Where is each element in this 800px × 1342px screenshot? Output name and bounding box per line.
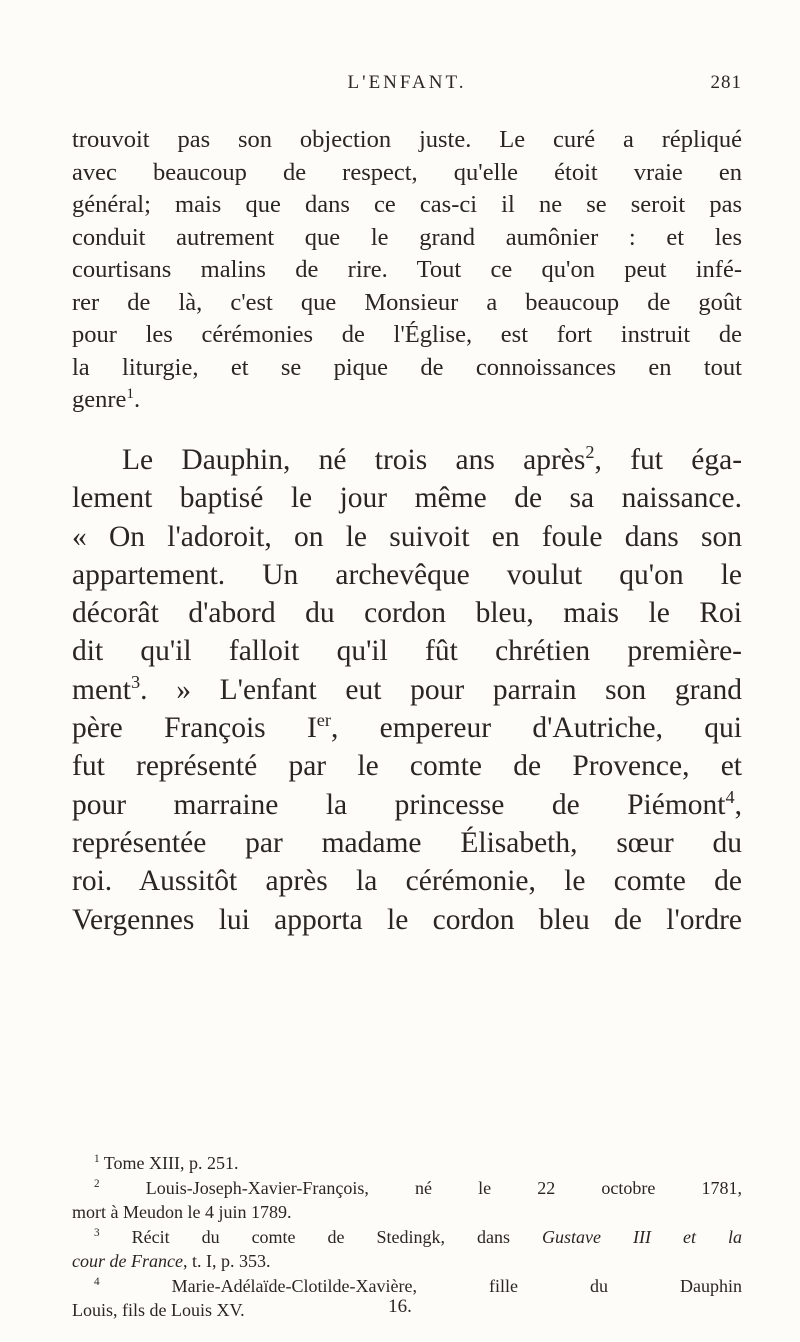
footnote-4: [72, 1274, 742, 1299]
footnote-ref: 1: [126, 384, 135, 402]
text-line: « On l'adoroit, on le suivoit en foule dans son: [72, 520, 742, 553]
text-line: conduit autrement que le grand aumônier : et les: [72, 223, 742, 251]
paragraph-continued: [72, 124, 742, 417]
text-fragment: , fut éga-: [594, 444, 742, 476]
text-line: [72, 441, 742, 479]
footnote-title-italic: Gustave III et la: [542, 1226, 742, 1247]
text-line: représentée par madame Élisabeth, sœur du: [72, 826, 742, 859]
text-line: fut représenté par le comte de Provence, et: [72, 750, 742, 783]
text-line: pour les cérémonies de l'Église, est fort instruit de: [72, 321, 742, 348]
text-fragment: , empereur d'Autriche, qui: [331, 712, 742, 745]
text-fragment: . » L'enfant eut pour parrain son grand: [140, 673, 742, 706]
text-fragment: pour marraine la princesse de Piémont: [72, 788, 726, 821]
paragraph-dauphin: [72, 441, 742, 939]
page-number: 281: [710, 72, 742, 93]
text-line: Vergennes lui apporta le cordon bleu de l'ordre: [72, 903, 742, 936]
text-line: [72, 671, 742, 709]
footnote-ref: 2: [585, 442, 595, 463]
footnote-title-italic: cour de France: [72, 1251, 183, 1271]
text-fragment: .: [134, 386, 141, 413]
footnote-text: Marie-Adélaïde-Clotilde-Xavière, fille du Dauphin: [171, 1275, 742, 1296]
text-line: [72, 384, 742, 417]
text-line: lement baptisé le jour même de sa naissance.: [72, 482, 742, 515]
text-line: [72, 709, 742, 747]
text-line: rer de là, c'est que Monsieur a beaucoup de goût: [72, 288, 742, 316]
running-head: [72, 72, 742, 102]
text-line: décorât d'abord du cordon bleu, mais le Roi: [72, 597, 742, 630]
footnote-number: 1: [94, 1153, 100, 1165]
footnote-3: [72, 1225, 742, 1250]
footnote-number: 2: [94, 1177, 100, 1190]
footnote-number: 3: [94, 1226, 100, 1239]
footnote-4-continued: Louis, fils de Louis XV.: [72, 1300, 245, 1320]
text-line: avec beaucoup de respect, qu'elle étoit vraie en: [72, 158, 742, 186]
footnote-1: [72, 1151, 742, 1176]
footnote-number: 4: [94, 1275, 100, 1288]
text-line: général; mais que dans ce cas-ci il ne se seroit pas: [72, 191, 742, 218]
text-line: la liturgie, et se pique de connoissances en tout: [72, 353, 742, 381]
footnote-ref: 3: [131, 671, 141, 692]
footnote-text: , t. I, p. 353.: [182, 1251, 271, 1271]
text-fragment: ment: [72, 673, 131, 706]
text-fragment: ,: [734, 788, 742, 821]
text-fragment: Le Dauphin, né trois ans après: [122, 444, 586, 476]
footnote-3-continued: [72, 1249, 742, 1274]
footnote-ref: 4: [725, 786, 735, 807]
text-line: roi. Aussitôt après la cérémonie, le comte de: [72, 865, 742, 898]
signature-mark: 16.: [388, 1296, 412, 1317]
footnote-2: [72, 1176, 742, 1201]
footnote-text: Récit du comte de Stedingk, dans: [131, 1226, 511, 1247]
footnote-text: Louis-Joseph-Xavier-François, né le 22 octobre 1781,: [145, 1177, 742, 1198]
ordinal-superscript: er: [316, 710, 331, 731]
text-line: appartement. Un archevêque voulut qu'on le: [72, 558, 742, 591]
footnote-2-continued: mort à Meudon le 4 juin 1789.: [72, 1202, 292, 1222]
text-line: courtisans malins de rire. Tout ce qu'on peut infé-: [72, 256, 742, 283]
text-line: trouvoit pas son objection juste. Le curé a répliqué: [72, 126, 742, 153]
text-line: [72, 786, 742, 824]
footnote-text: Tome XIII, p. 251.: [103, 1153, 239, 1173]
text-line: dit qu'il falloit qu'il fût chrétien première-: [72, 635, 742, 668]
text-fragment: père François I: [72, 712, 317, 745]
running-title: L'ENFANT.: [347, 72, 467, 93]
text-fragment: genre: [72, 386, 127, 413]
